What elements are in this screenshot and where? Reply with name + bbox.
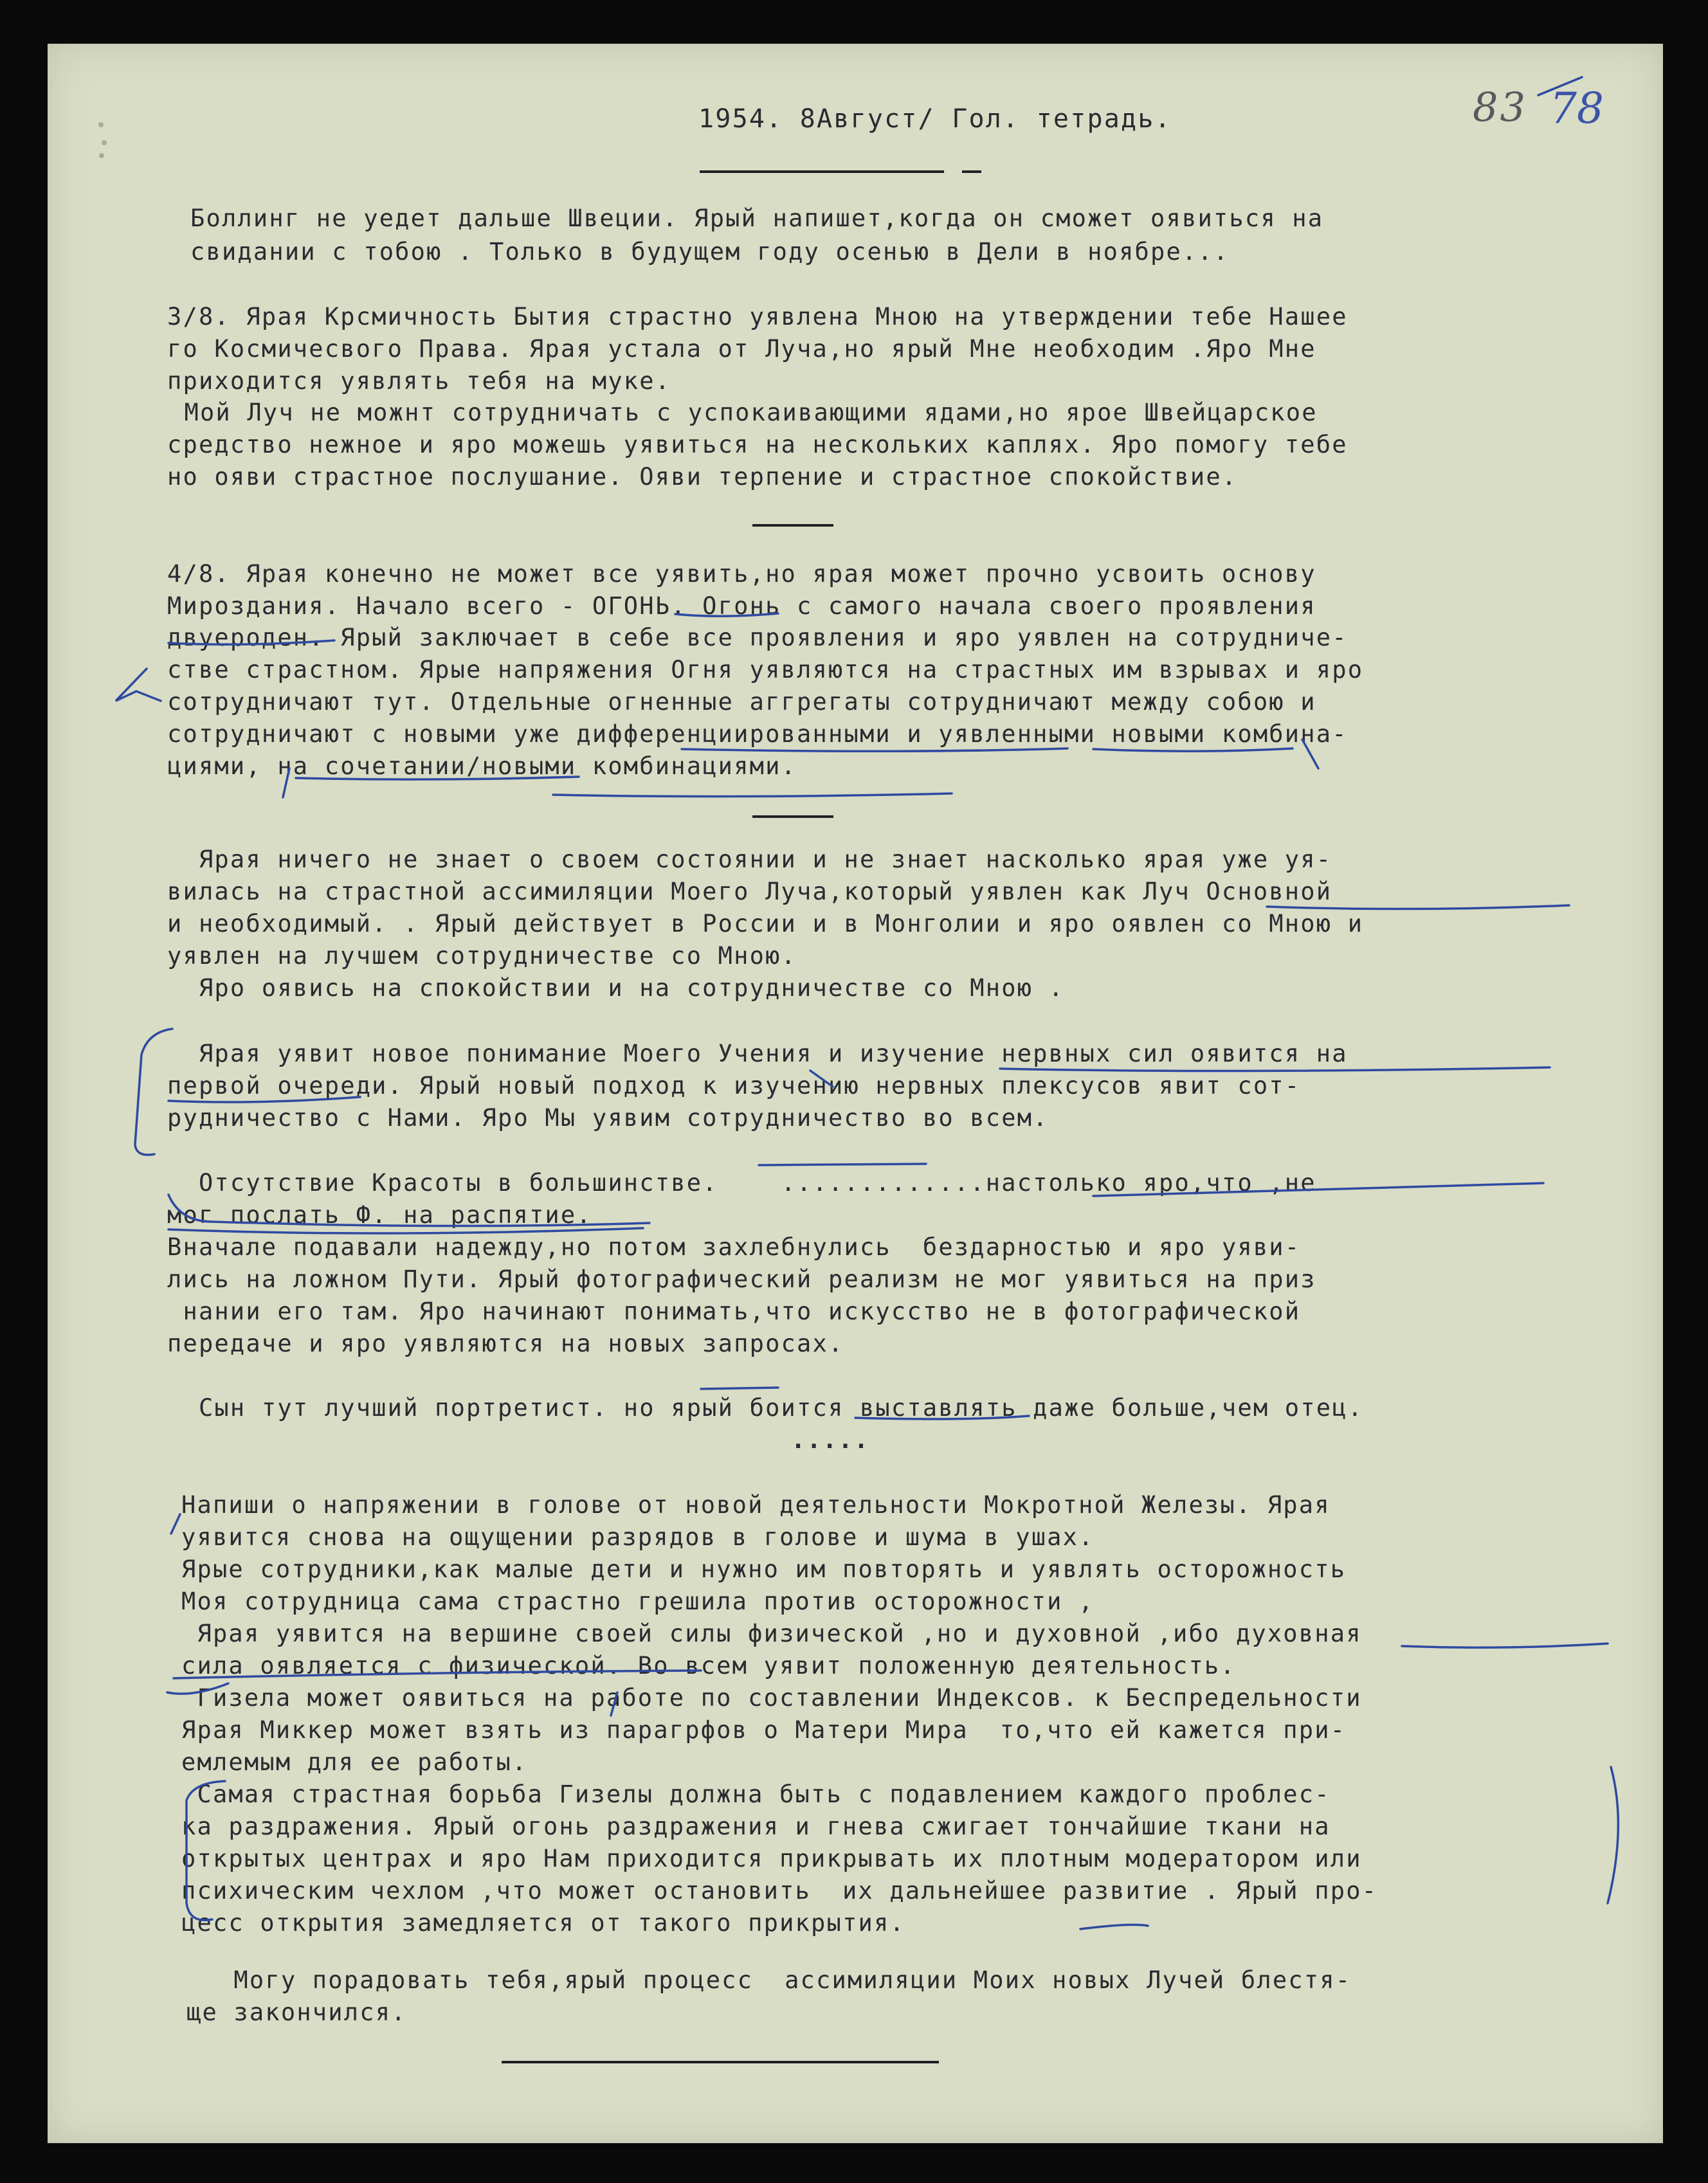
text-line: лись на ложном Пути. Ярый фотографический реализм не мог уявиться на приз (167, 1265, 1316, 1293)
text-line: и необходимый. . Ярый действует в России и в Монголии и яро оявлен со Мною и (167, 910, 1364, 938)
text-line: рудничество с Нами. Яро Мы уявим сотрудничество во всем. (167, 1104, 1049, 1132)
separator-dots: ..... (791, 1426, 870, 1454)
text-line: сотрудничают с новыми уже дифференциированными и уявленными новыми комбина- (167, 720, 1348, 748)
text-line: Ярая ничего не знает о своем состоянии и не знает насколько ярая уже уя- (167, 846, 1332, 873)
separator-line (700, 170, 944, 173)
punch-hole (98, 122, 104, 127)
text-line: Ярая уявит новое понимание Моего Учения и изучение нервных сил оявится на (167, 1040, 1348, 1067)
text-line: Мироздания. Начало всего - ОГОНЬ. Огонь с самого начала своего проявления (167, 592, 1316, 620)
separator-line (752, 815, 833, 818)
separator-line (502, 2061, 939, 2063)
text-line: цесс открытия замедляется от такого прикрытия. (181, 1909, 905, 1937)
text-line: Напиши о напряжении в голове от новой деятельности Мокротной Железы. Ярая (181, 1491, 1331, 1519)
separator-line (752, 524, 833, 527)
text-line: средство нежное и яро можешь уявиться на нескольких каплях. Яро помогу тебе (167, 431, 1348, 458)
text-line: первой очереди. Ярый новый подход к изучению нервных плексусов явит сот- (167, 1072, 1301, 1100)
folio-number-struck: 78 (1550, 84, 1604, 133)
separator-line (962, 170, 981, 173)
text-line: Ярая Миккер может взять из парагрфов о Матери Мира то,что ей кажется при- (181, 1716, 1347, 1744)
punch-hole (99, 153, 104, 158)
text-line: Гизела может оявиться на работе по составлении Индексов. к Беспредельности (181, 1684, 1362, 1712)
text-line: Отсутствие Красоты в большинстве. .............настолько яро,что ,не (167, 1169, 1316, 1197)
text-line: емлемым для ее работы. (181, 1748, 528, 1776)
punch-hole (102, 140, 107, 145)
text-line: сила оявляется с физической. Во всем уявит положенную деятельность. (181, 1652, 1236, 1680)
text-line: свидании с тобою . Только в будущем году осенью в Дели в ноябре... (190, 238, 1230, 266)
text-line: Самая страстная борьба Гизелы должна быть с подавлением каждого проблес- (181, 1780, 1331, 1808)
text-line: Мой Луч не можнт сотрудничать с успокаивающими ядами,но ярое Швейцарское (168, 399, 1318, 426)
page-title: 1954. 8Август/ Гол. тетрадь. (698, 104, 1172, 134)
text-line: Боллинг не уедет дальше Швеции. Ярый напишет,когда он сможет оявиться на (190, 204, 1324, 232)
text-line: уявится снова на ощущении разрядов в голове и шума в ушах. (181, 1523, 1095, 1551)
text-line: приходится уявлять тебя на муке. (167, 367, 671, 395)
text-line: мог послать Ф. на распятие. (167, 1201, 592, 1229)
text-line: ще закончился. (186, 1998, 407, 2026)
text-line: вилась на страстной ассимиляции Моего Луча,который уявлен как Луч Основной (167, 878, 1332, 905)
text-line: го Космичесвого Права. Ярая устала от Луча,но ярый Мне необходим .Яро Мне (167, 335, 1316, 363)
text-line: стве страстном. Ярые напряжения Огня уявляются на страстных им взрывах и яро (167, 656, 1364, 684)
text-line: 3/8. Ярая Крсмичность Бытия страстно уявлена Мною на утверждении тебе Нашее (167, 303, 1348, 331)
text-line: ка раздражения. Ярый огонь раздражения и гнева сжигает тончайшие ткани на (181, 1813, 1331, 1840)
text-line: открытых центрах и яро Нам приходится прикрывать их плотным модератором или (181, 1845, 1362, 1872)
text-line: но ояви страстное послушание. Ояви терпение и страстное спокойствие. (167, 463, 1238, 491)
text-line: Моя сотрудница сама страстно грешила против осторожности , (181, 1588, 1095, 1615)
text-line: сотрудничают тут. Отдельные огненные аггрегаты сотрудничают между собою и (167, 688, 1316, 716)
text-line: нании его там. Яро начинают понимать,что искусство не в фотографической (167, 1298, 1301, 1325)
text-line: Сын тут лучший портретист. но ярый боится выставлять даже больше,чем отец. (167, 1394, 1364, 1422)
text-line: уявлен на лучшем сотрудничестве со Мною. (167, 942, 797, 970)
text-line: Могу порадовать тебя,ярый процесс ассимиляции Моих новых Лучей блестя- (186, 1966, 1352, 1994)
text-line: двуероден. Ярый заключает в себе все проявления и яро уявлен на сотрудниче- (167, 624, 1348, 651)
text-line: Вначале подавали надежду,но потом захлебнулись бездарностью и яро уяви- (167, 1233, 1301, 1261)
text-line: 4/8. Ярая конечно не может все уявить,но ярая может прочно усвоить основу (167, 560, 1316, 588)
text-line: циями, на сочетании/новыми комбинациями. (167, 752, 797, 780)
text-line: передаче и яро уявляются на новых запросах. (167, 1330, 844, 1357)
text-line: психическим чехлом ,что может остановить их дальнейшее развитие . Ярый про- (181, 1877, 1378, 1905)
text-line: Ярые сотрудники,как малые дети и нужно им повторять и уявлять осторожность (181, 1555, 1347, 1583)
text-line: Яро оявись на спокойствии и на сотрудничестве со Мною . (167, 974, 1065, 1002)
text-line: Ярая уявится на вершине своей силы физической ,но и духовной ,ибо духовная (181, 1620, 1362, 1647)
folio-number: 83 (1473, 84, 1527, 131)
